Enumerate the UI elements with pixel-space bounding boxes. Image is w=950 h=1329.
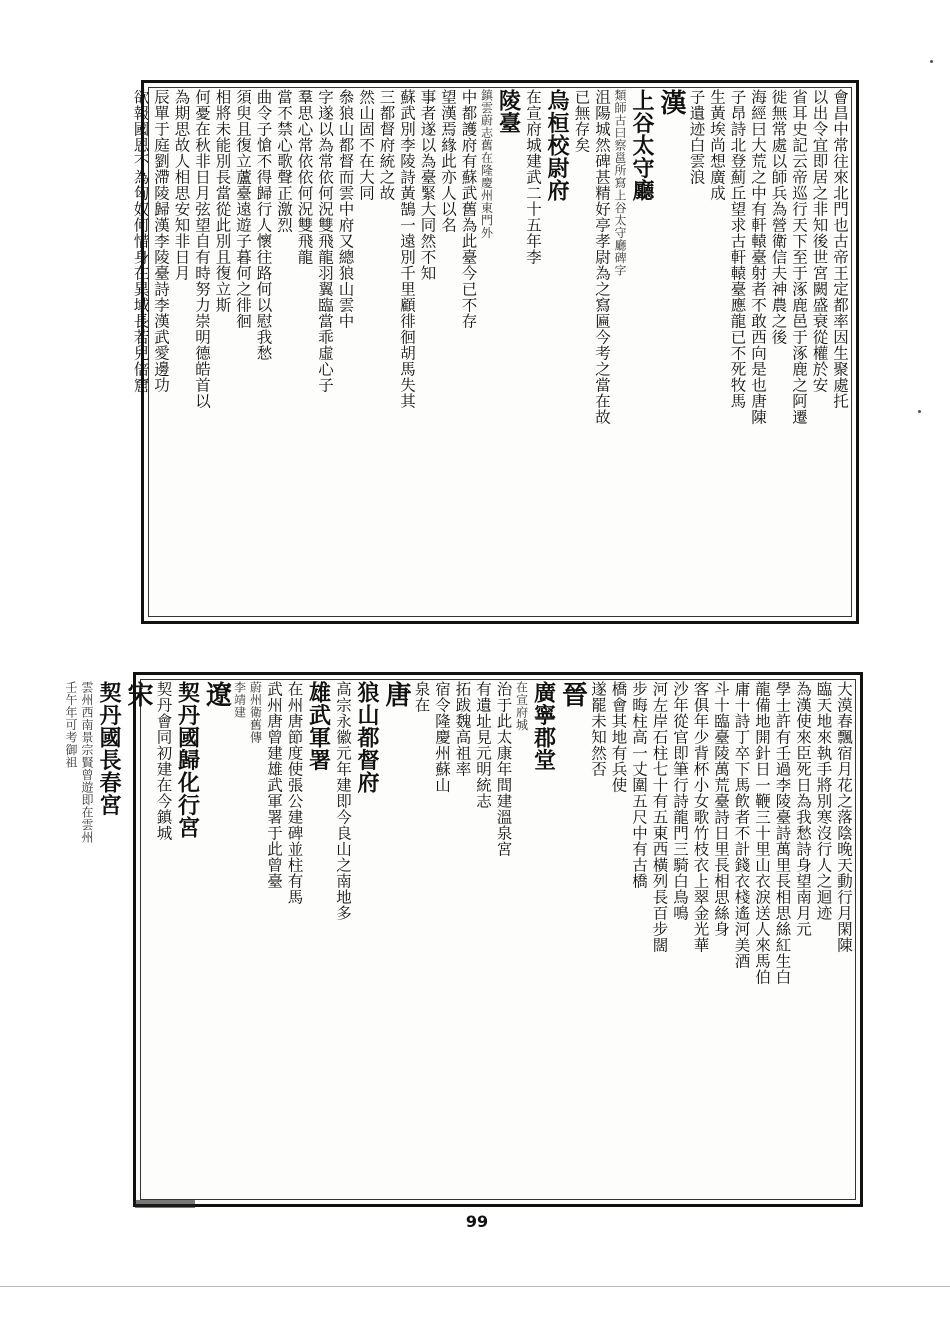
annotation-column: 壬午年可考御祖 [64,681,78,769]
annotation-column: 類師古曰察邕所寫上谷太守廳碑字 [613,89,627,277]
text-column: 望漢焉緣此亦人以名 [439,89,457,233]
text-column: 省耳史記云帝巡行天下至于涿鹿邑于涿鹿之阿遷 [790,89,808,425]
text-column: 橋會其地有兵使 [609,681,628,793]
top-columns [131,89,850,615]
text-column: 宿令隆慶州蘇山 [433,681,451,793]
heading-column: 廣寧郡堂 [530,681,557,771]
dynasty-heading: 晉 [557,681,588,708]
text-column: 徙無常處以師兵為營衛信夫神農之後 [769,89,788,345]
page-number: 99 [465,1212,489,1231]
dynasty-heading: 唐 [381,681,411,708]
scan-bottom-rule [0,1286,950,1287]
text-column: 拓跋魏高祖率 [453,681,472,777]
text-column: 子遺迹白雲浪 [687,89,706,185]
text-column: 遂罷未知然否 [589,681,607,777]
annotation-column: 雲州西南景宗賢曾遊即在雲州 [80,681,94,844]
text-column: 三都督府統之故 [377,89,396,201]
text-column: 子昂詩北登薊丘望求古軒轅臺應龍已不死牧馬 [728,89,747,409]
annotation-column: 鎮雲蔚志舊在隆慶州東門外 [479,89,494,239]
text-column: 沮陽城然碑甚精好亭孝尉為之寫匾今考之當在故 [593,89,611,425]
top-text-panel [131,80,859,624]
heading-column: 陵臺 [495,89,522,134]
text-column: 辰單于庭劉滯陵歸漢李陵臺詩李漢武愛邊功 [152,89,170,393]
text-column: 叅狼山都督而雲中府又總狼山雲中 [336,89,355,329]
text-column: 曲令子愴不得歸行人懷往路何以慰我愁 [254,89,273,361]
text-column: 步晦柱高一丈圍五尺中有古橋 [630,681,648,889]
text-column: 字遂以為常依何況雙飛龍羽翼臨當乖虛心子 [316,89,334,393]
text-column: 羣思心常依依何況雙飛龍 [295,89,314,265]
text-column: 生黃埃尚想廣成 [708,89,726,201]
text-column: 臨天地來執手將別寒沒行人之迴迹 [814,681,833,921]
annotation-column: 蔚州衛舊傳 [248,681,263,744]
text-column: 斗十臨臺陵萬荒臺詩日里長相思絲身 [712,681,730,937]
text-column: 契丹會同初建在今鎮城 [154,681,173,841]
text-column: 學士許有壬過李陵臺詩萬里長相思絲紅生白 [773,681,792,985]
heading-column: 烏桓校尉府 [544,89,570,202]
bottom-columns [64,681,854,1198]
text-column: 會昌中常往來北門也古帝王定都率因生聚處托 [831,89,849,409]
dynasty-heading: 漢 [656,89,686,116]
text-column: 為期思故人相思安知非日月 [172,89,191,281]
heading-column: 契丹國歸化行宮 [174,681,201,839]
text-column: 有遺址見元明統志 [474,681,492,809]
heading-column: 上谷太守廳 [629,89,655,202]
text-column: 沙年從官即筆行詩龍門三騎白鳥鳴 [671,681,689,921]
text-column: 已無存矣 [572,89,591,153]
text-column: 蘇武別李陵詩黃鵠一遠別千里顧徘徊胡馬失其 [398,89,416,409]
text-column: 治于此太康年間建溫泉宮 [494,681,513,857]
annotation-column: 李靖建 [232,681,247,719]
text-column: 當不禁心歌聲正激烈 [275,89,293,233]
text-column: 海經曰大荒之中有軒轅臺射者不敢西向是也唐陳 [749,89,767,425]
text-column: 中都護府有蘇武舊為此臺今已不存 [459,89,478,329]
text-column: 武州唐曾建雄武軍署于此曾臺 [265,681,283,889]
dynasty-heading: 宋 [123,681,153,708]
text-column: 在州唐節度使張公建碑並柱有馬 [285,681,304,905]
text-column: 泉在 [412,681,431,713]
text-column: 相將未能別長當從此別且復立斯 [213,89,232,313]
text-column: 然山固不在大同 [357,89,375,201]
text-column: 客俱年少背杯小女歌竹枝衣上翠金光華 [691,681,710,953]
margin-speck [918,410,921,413]
text-column: 河左岸石柱七十有五東西橫列長百步闊 [650,681,669,953]
scan-smudge [135,1200,195,1208]
text-column: 在宣府城建武二十五年李 [524,89,542,265]
margin-speck [930,60,933,63]
heading-column: 契丹國長春宮 [96,681,122,816]
text-column: 大漠春飄宿月花之落陰晚天動行月閑陳 [835,681,853,953]
heading-column: 雄武軍署 [305,681,332,771]
text-column: 庸十詩丁卒下馬飲者不計錢衣棧遙河美酒 [732,681,751,969]
text-column: 欲報國恩不為匈奴何惜身在異域長若兒倍窟 [131,89,150,393]
text-column: 為漢使來臣死日為我愁詩身望南月元 [794,681,812,937]
dynasty-heading: 遼 [201,681,232,708]
heading-column: 狼山都督府 [354,681,380,794]
text-column: 以出令宜即居之非知後世宮闕盛衰從權於安 [810,89,829,393]
text-column: 事者遂以為臺緊大同然不知 [418,89,437,281]
text-column: 何憂在秋非日月弦望自有時努力崇明德皓首以 [193,89,211,409]
text-column: 須臾且復立蘆臺遠遊子暮何之徘徊 [234,89,252,329]
text-column: 龍備地開針日一鞭三十里山衣淚送人來馬伯 [753,681,771,985]
annotation-column: 在宣府城 [514,681,529,731]
bottom-text-panel [64,672,863,1207]
text-column: 高宗永徽元年建即今良山之南地多 [334,681,352,921]
